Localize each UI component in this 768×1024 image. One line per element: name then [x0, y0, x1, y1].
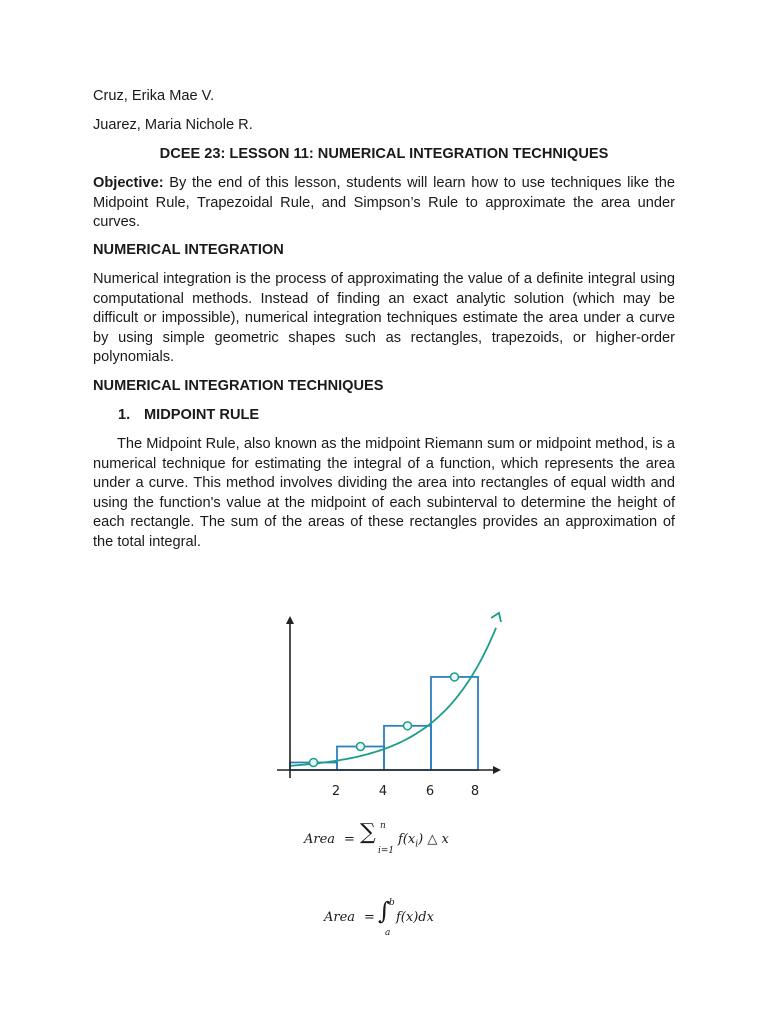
midpoint-rectangle: [384, 726, 431, 770]
midpoint-marker: [451, 673, 459, 681]
section-heading-techniques: NUMERICAL INTEGRATION TECHNIQUES: [93, 378, 384, 394]
function-curve: [290, 628, 496, 766]
sigma-symbol: ∑: [360, 820, 376, 845]
sum-term-subscript: i: [415, 839, 419, 850]
objective-text: By the end of this lesson, students will learn how to use techniques like the Midpoint Rule, Trapezoidal Rule, and Simpson’s Rule to approximate the area under curves.: [93, 175, 675, 231]
list-item-heading: MIDPOINT RULE: [144, 407, 260, 423]
section-heading-numerical-integration: NUMERICAL INTEGRATION: [93, 242, 284, 258]
integral-symbol: ∫: [378, 897, 391, 925]
x-tick-label: 6: [425, 784, 435, 799]
midpoint-rectangles: [290, 677, 478, 770]
formula-equals: =: [364, 910, 375, 925]
integral-term: f(x)dx: [396, 910, 434, 925]
objective-label: Objective:: [93, 175, 164, 191]
numerical-integration-paragraph: Numerical integration is the process of approximating the value of a definite integral using computational methods. Instead of finding an exact analytic solution (which may be difficult or impossible), numerical integration techniques estimate the area under a curve by using simple geometric shapes such as rectangles, trapezoids, or higher-order polynomials.: [93, 271, 675, 366]
formula-lhs: Area: [324, 910, 356, 925]
sum-term: [398, 830, 449, 855]
sum-term-function: f(x: [398, 832, 416, 847]
x-tick-label: 4: [378, 784, 388, 799]
document-title: DCEE 23: LESSON 11: NUMERICAL INTEGRATION TECHNIQUES: [159, 146, 609, 162]
author-1: Cruz, Erika Mae V.: [93, 88, 215, 104]
area-integral-formula: [324, 898, 484, 942]
midpoint-marker: [310, 758, 318, 766]
midpoint-marker: [404, 722, 412, 730]
formula-equals: =: [344, 832, 355, 847]
curve-arrowhead: [491, 613, 501, 622]
midpoint-rectangle: [431, 677, 478, 770]
sum-term-end: ) △ x: [418, 832, 449, 847]
author-2: Juarez, Maria Nichole R.: [93, 117, 253, 133]
x-tick-label: 2: [331, 784, 341, 799]
midpoint-marker: [357, 743, 365, 751]
area-sum-formula: [304, 820, 504, 860]
sum-lower-limit: i=1: [378, 846, 395, 856]
objective-paragraph: [93, 174, 675, 233]
integral-upper-limit: b: [389, 898, 395, 908]
midpoint-rule-paragraph: The Midpoint Rule, also known as the midpoint Riemann sum or midpoint method, is a numerical technique for estimating the integral of a function, which represents the area under a curve. This method involves dividing the area into rectangles of equal width and using the function's value at the midpoint of each subinterval to determine the height of each rectangle. The sum of the areas of these rectangles provides an approximation of the total integral.: [93, 436, 675, 550]
sum-upper-limit: n: [380, 821, 386, 831]
formula-lhs: Area: [304, 832, 336, 847]
x-tick-label: 8: [470, 784, 480, 799]
list-item-midpoint-rule: [118, 406, 618, 426]
integral-lower-limit: a: [385, 928, 391, 938]
list-item-number: 1.: [118, 407, 131, 423]
